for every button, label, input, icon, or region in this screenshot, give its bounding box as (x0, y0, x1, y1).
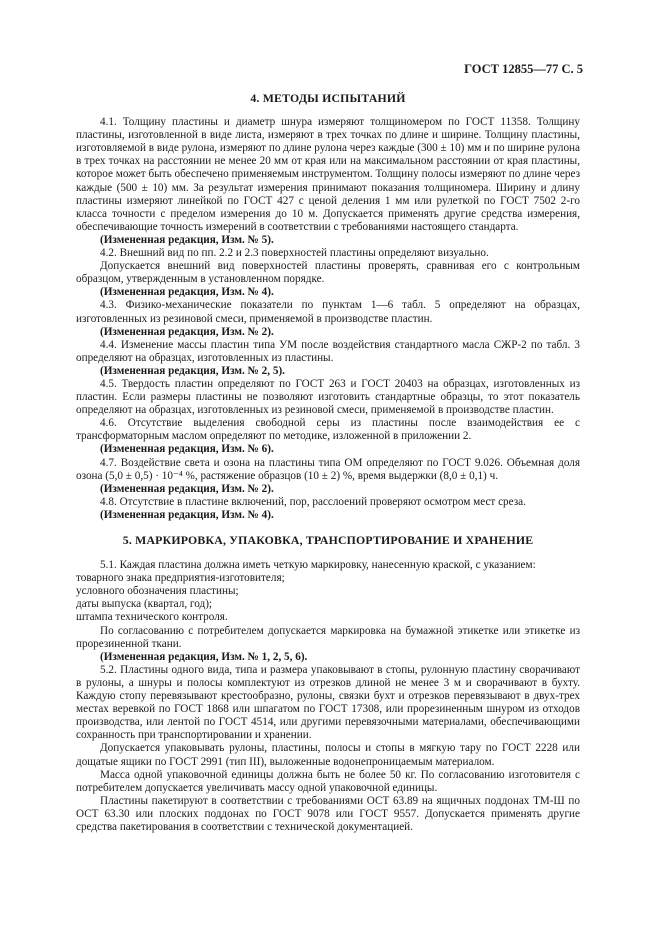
paragraph-5-2-b: Допускается упаковывать рулоны, пластины, полосы и стопы в мягкую тару по ГОСТ 2228 или дощатые ящики по ГОСТ 2991 (тип III), выложенные водонепроницаемым материалом. (76, 742, 580, 768)
page-content (76, 92, 580, 834)
paragraph-4-7: 4.7. Воздействие света и озона на пластины типа ОМ определяют по ГОСТ 9.026. Объемная доля озона (5,0 ± 0,5) · 10⁻⁴ %, растяжение образцов (10 ± 2) %, время выдержки (8,0 ± 0,1) ч. (76, 456, 580, 482)
marking-list-item: товарного знака предприятия-изготовителя; (76, 572, 285, 585)
amendment-note: (Измененная редакция, Изм. № 2, 5). (100, 364, 285, 377)
section-4-title: 4. МЕТОДЫ ИСПЫТАНИЙ (250, 91, 406, 105)
paragraph-5-1: 5.1. Каждая пластина должна иметь четкую маркировку, нанесенную краской, с указанием: (100, 559, 536, 572)
paragraph-5-1-b: По согласованию с потребителем допускается маркировка на бумажной этикетке или этикетке из прорезиненной ткани. (76, 624, 580, 650)
page-header: ГОСТ 12855—77 С. 5 (464, 62, 583, 76)
section-5-title: 5. МАРКИРОВКА, УПАКОВКА, ТРАНСПОРТИРОВАНИЕ И ХРАНЕНИЕ (122, 533, 534, 547)
amendment-note: (Измененная редакция, Изм. № 4). (100, 508, 274, 521)
amendment-note: (Измененная редакция, Изм. № 1, 2, 5, 6). (100, 650, 308, 663)
marking-list-item: условного обозначения пластины; (76, 585, 239, 598)
paragraph-5-2: 5.2. Пластины одного вида, типа и размера упаковывают в стопы, рулонную пластину сворачивают в рулоны, а шнуры и полосы комплектуют из отрезков длиной не менее 3 м и сворачивают в бухту. Каждую стопу перевязывают крестообразно, рулоны, связки бухт и отрезков перевязывают в двух-трех местах веревкой по ГОСТ 1868 или шпагатом по ГОСТ 17308, или прорезиненным шнуром из отходов производства, или лентой по ГОСТ 4514, или другими перевязочными материалами, обеспечивающими сохранность при транспортировании и хранении. (76, 663, 580, 742)
paragraph-4-8: 4.8. Отсутствие в пластине включений, пор, расслоений проверяют осмотром мест среза. (100, 495, 526, 508)
paragraph-4-2: 4.2. Внешний вид по пп. 2.2 и 2.3 поверхностей пластины определяют визуально. (100, 247, 489, 260)
marking-list-item: штампа технического контроля. (76, 611, 228, 624)
paragraph-4-2-b: Допускается внешний вид поверхностей пластины проверять, сравнивая его с контрольным образцом, утвержденным в установленном порядке. (76, 260, 580, 286)
paragraph-4-5: 4.5. Твердость пластин определяют по ГОСТ 263 и ГОСТ 20403 на образцах, изготовленных из пластин. Если размеры пластины не позволяют изготовить стандартные образцы, то этот показатель определяют на образцах, изготовленных из резиновой смеси, применяемой в производстве пластин. (76, 377, 580, 417)
amendment-note: (Измененная редакция, Изм. № 6). (100, 443, 274, 456)
paragraph-5-2-d: Пластины пакетируют в соответствии с требованиями ОСТ 63.89 на ящичных поддонах ТМ-Ш по ОСТ 63.30 или плоских поддонах по ГОСТ 9078 или ГОСТ 9557. Допускается применять другие средства пакетирования в соответствии с технической документацией. (76, 794, 580, 833)
amendment-note: (Измененная редакция, Изм. № 4). (100, 286, 274, 299)
paragraph-4-4: 4.4. Изменение массы пластин типа УМ после воздействия стандартного масла СЖР-2 по табл. 3 определяют на образцах, изготовленных из пластины. (76, 338, 580, 364)
amendment-note: (Измененная редакция, Изм. № 2). (100, 482, 274, 495)
paragraph-4-1: 4.1. Толщину пластины и диаметр шнура измеряют толщиномером по ГОСТ 11358. Толщину пластины, изготовленной в виде листа, измеряют в трех точках по длине и ширине. Толщину пластины, изготовляемой в виде рулона, измеряют по длине рулона через каждые (300 ± 10) мм и по ширине рулона в трех точках на расстоянии не менее 20 мм от края или на максимальном расстоянии от края пластины, которое может быть обеспечено применяемым инструментом. Толщину полосы измеряют по длине через каждые (500 ± 10) мм. За результат измерения принимают показания толщиномера. Ширину и длину пластины измеряют линейкой по ГОСТ 427 с ценой деления 1 мм или рулеткой по ГОСТ 7502 2-го класса точности с пределом измерения до 10 м. Допускается применять другие средства измерения, обеспечивающие точность измерений в соответствии с требованиями настоящего стандарта. (76, 116, 580, 233)
paragraph-5-2-c: Масса одной упаковочной единицы должна быть не более 50 кг. По согласованию изготовителя с потребителем допускается увеличивать массу одной упаковочной единицы. (76, 768, 580, 794)
paragraph-4-6: 4.6. Отсутствие выделения свободной серы из пластины после взаимодействия ее с трансформаторным маслом определяют по методике, изложенной в приложении 2. (76, 417, 580, 443)
marking-list-item: даты выпуска (квартал, год); (76, 598, 213, 611)
amendment-note: (Измененная редакция, Изм. № 5). (100, 233, 274, 246)
amendment-note: (Измененная редакция, Изм. № 2). (100, 325, 274, 338)
paragraph-4-3: 4.3. Физико-механические показатели по пунктам 1—6 табл. 5 определяют на образцах, изготовленных из резиновой смеси, применяемой в производстве пластин. (76, 299, 580, 325)
